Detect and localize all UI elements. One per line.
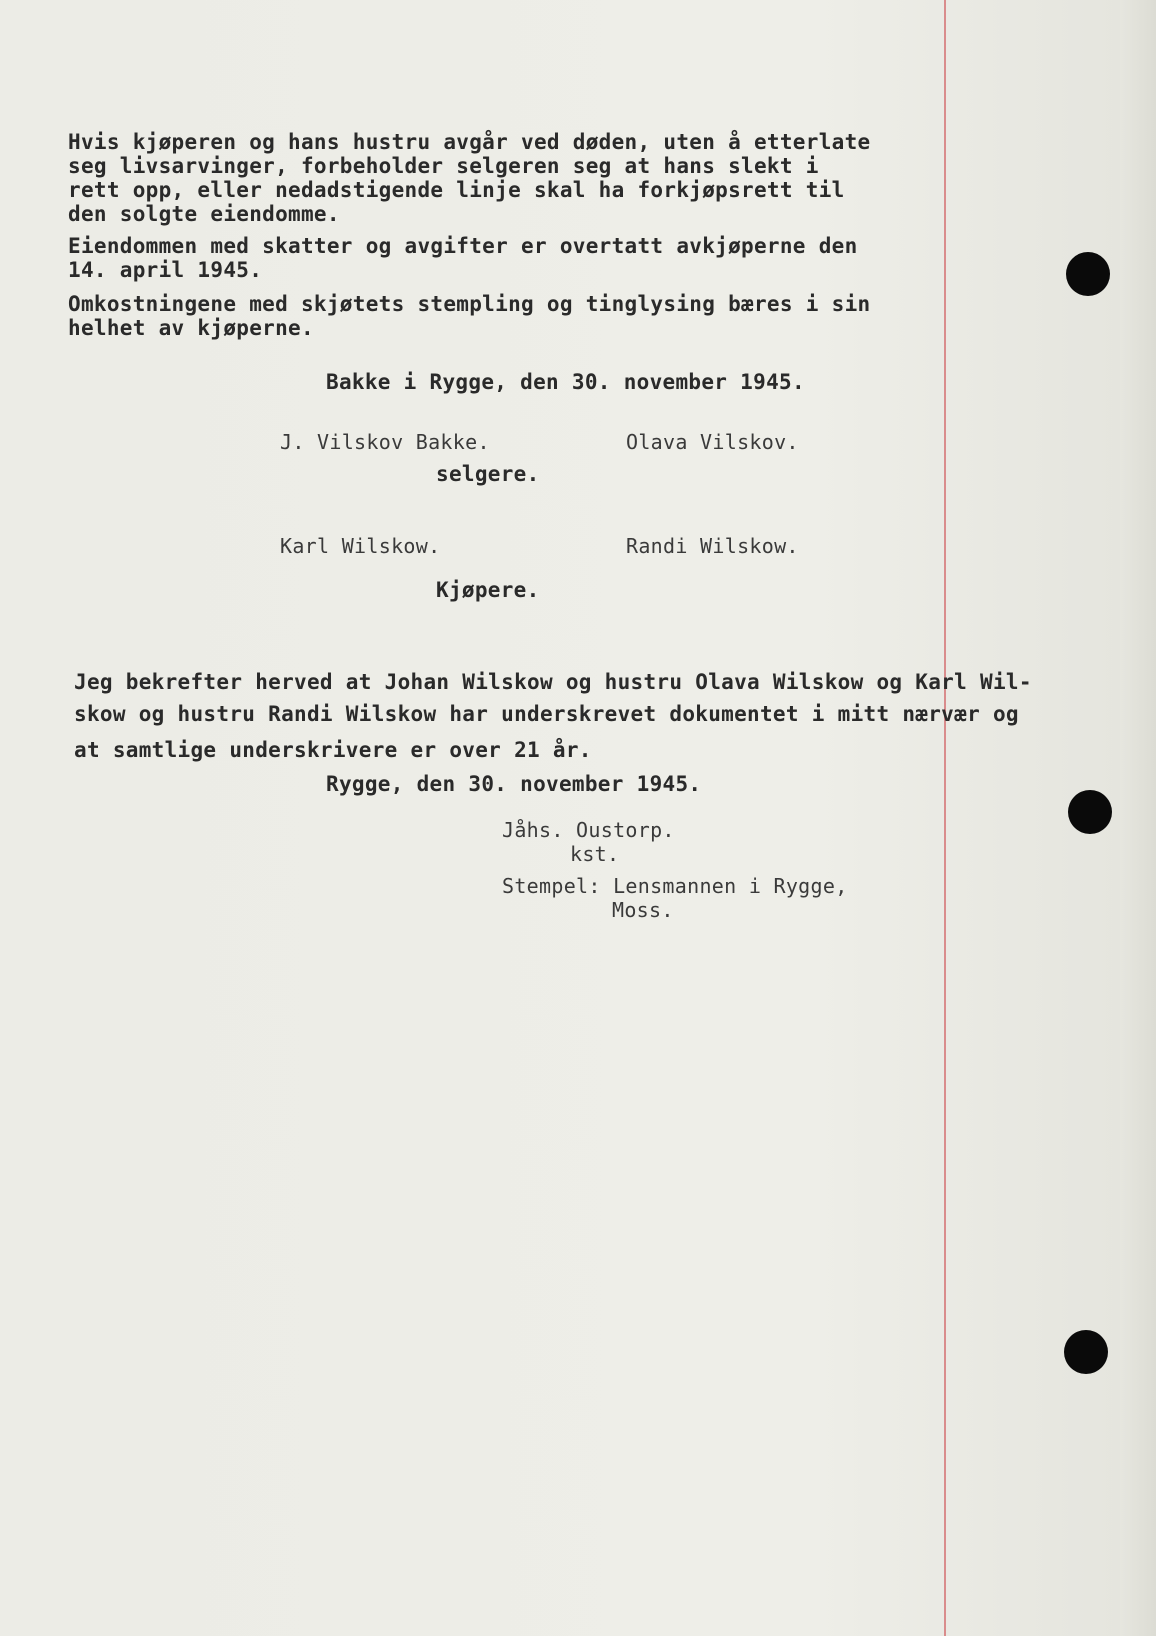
- punch-hole-top: [1066, 252, 1110, 296]
- buyers-label: Kjøpere.: [436, 578, 540, 602]
- paragraph-2-line-2: 14. april 1945.: [68, 258, 263, 282]
- sellers-label: selgere.: [436, 462, 540, 486]
- attestation-line-2: skow og hustru Randi Wilskow har underskrevet dokumentet i mitt nærvær og: [74, 702, 1019, 726]
- witness-name: Jåhs. Oustorp.: [502, 818, 675, 842]
- attestation-place-date: Rygge, den 30. november 1945.: [326, 772, 702, 796]
- paragraph-1-line-1: Hvis kjøperen og hans hustru avgår ved døden, uten å etterlate: [68, 130, 871, 154]
- paragraph-1-line-3: rett opp, eller nedadstigende linje skal ha forkjøpsrett til: [68, 178, 845, 202]
- paragraph-3-line-2: helhet av kjøperne.: [68, 316, 314, 340]
- paragraph-2-line-1: Eiendommen med skatter og avgifter er overtatt avkjøperne den: [68, 234, 858, 258]
- seller-signature-2: Olava Vilskov.: [626, 430, 799, 454]
- buyer-signature-1: Karl Wilskow.: [280, 534, 441, 558]
- page-edge: [1120, 0, 1156, 1636]
- paragraph-1-line-2: seg livsarvinger, forbeholder selgeren seg at hans slekt i: [68, 154, 819, 178]
- punch-hole-bottom: [1064, 1330, 1108, 1374]
- stamp-line-1: Stempel: Lensmannen i Rygge,: [502, 874, 848, 898]
- seller-signature-1: J. Vilskov Bakke.: [280, 430, 490, 454]
- margin-line: [944, 0, 946, 1636]
- attestation-line-1: Jeg bekrefter herved at Johan Wilskow og hustru Olava Wilskow og Karl Wil-: [74, 670, 1032, 694]
- place-date: Bakke i Rygge, den 30. november 1945.: [326, 370, 805, 394]
- witness-title: kst.: [570, 842, 620, 866]
- paragraph-1-line-4: den solgte eiendomme.: [68, 202, 340, 226]
- stamp-line-2: Moss.: [612, 898, 674, 922]
- paragraph-3-line-1: Omkostningene med skjøtets stempling og tinglysing bæres i sin: [68, 292, 871, 316]
- buyer-signature-2: Randi Wilskow.: [626, 534, 799, 558]
- attestation-line-3: at samtlige underskrivere er over 21 år.: [74, 738, 592, 762]
- punch-hole-middle: [1068, 790, 1112, 834]
